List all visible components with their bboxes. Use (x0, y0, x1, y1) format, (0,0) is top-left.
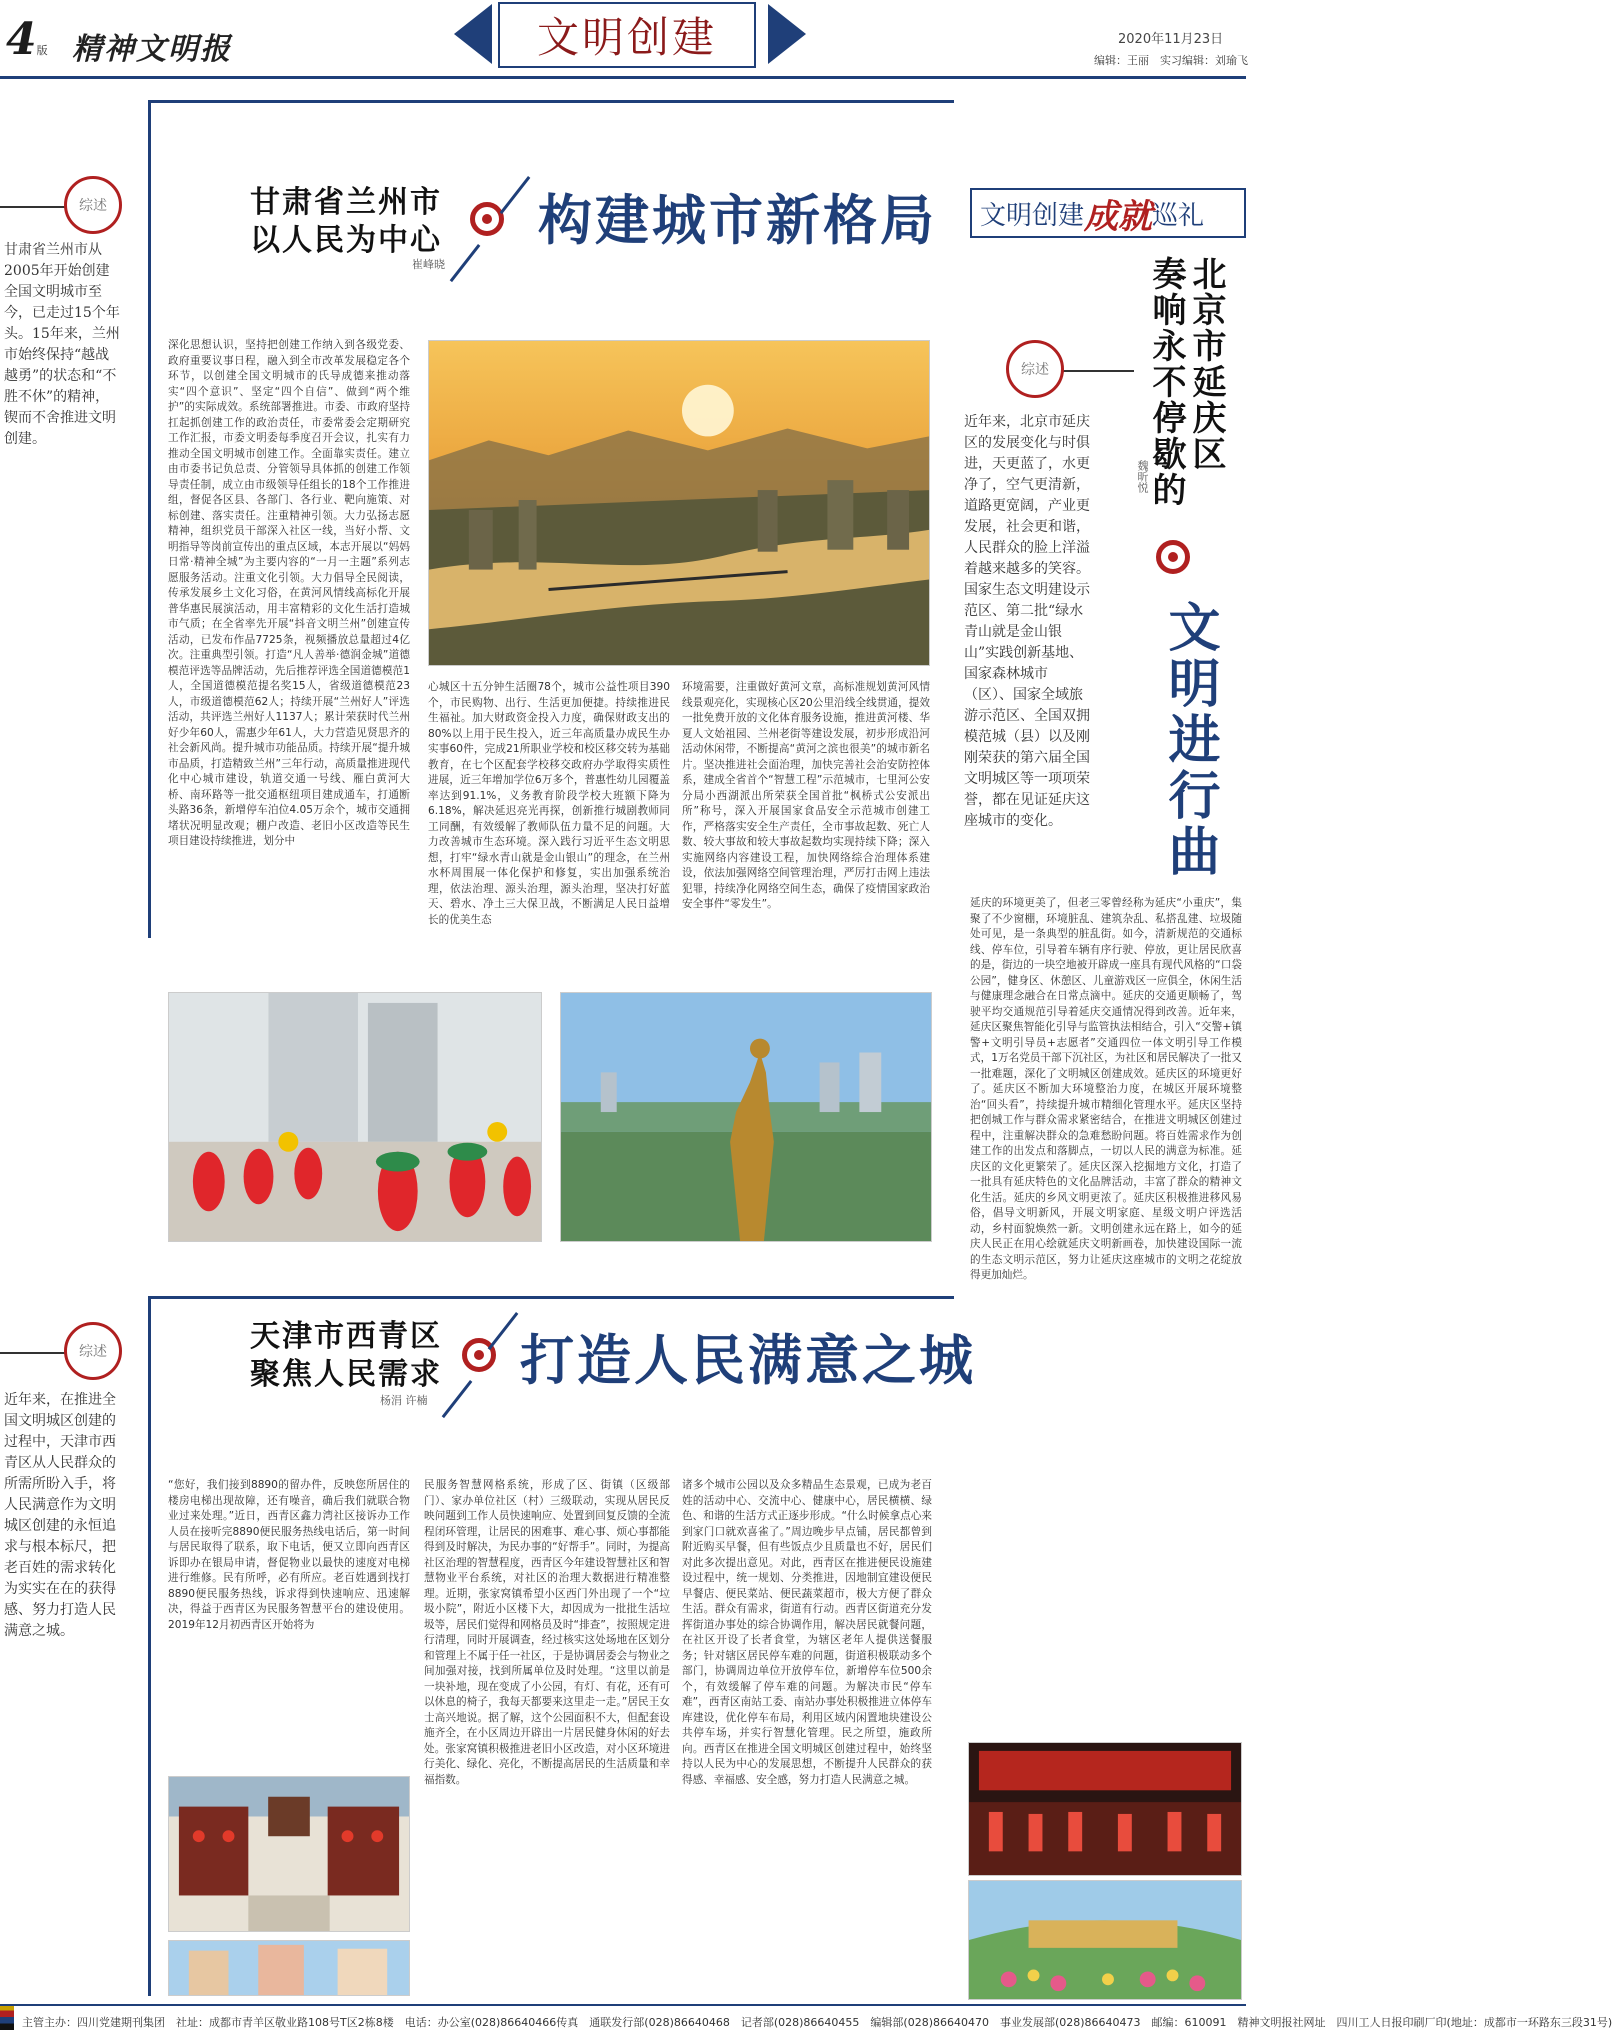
arrow-left-icon (454, 4, 492, 64)
lanzhou-column-1: 深化思想认识，坚持把创建工作纳入到各级党委、政府重要议事日程，融入到全市改革发展稳定各个环节，以创建全国文明城市的氏导成德来推动落实“四个意识”、坚定“四个自信”、做到“两个维护”的实际成效。系统部署推进。市委、市政府坚持扛起抓创建工作的政治责任，市委常委会定期研究工作汇报，市委文明委每季度召开会议，扎实有力推动全国文明城市创建工作。全面靠实责任。建立由市委书记负总责、分管领导具体抓的创建工作领导责任制，成立由市级领导任组长的18个工作推进组，督促各区县、各部门、各行业、靶向施策、对标创建、落实责任。注重精神引领。大力弘扬志愿精神，组织党员干部深入社区一线，当好小帮、文明指导等岗前宣传出的重点区域，本志开展以“妈妈日常·精神全城”为主要内容的“一月一主题”系列志愿服务活动。注重文化引领。大力倡导全民阅读，传承发展乡土文化习俗，在黄河风情线高标化开展普华惠民展演活动，用丰富精彩的文化生活打造城市气质；在全省率先开展“抖音文明兰州”创建宣传活动，已发布作品7725条，视频播放总量超过4亿次。注重典型引领。打造“凡人善举·德润金城”道德模范评选等品牌活动，先后推荐评选全国道德模范1人，全国道德模范提名奖15人，省级道德模范23人，市级道德模范62人；持续开展“兰州好人”评选活动，共评选兰州好人1137人；累计荣获时代兰州好少年60人，需惠少年61人，大力营造见贤思齐的社会新风尚。提升城市功能品质。持续开展“提升城市品质，打造精致兰州”三年行动，高质量推进现代化中心城市建设，轨道交通一号线、雁白黄河大桥、南环路等一批交通枢纽项目建成通车，打通断头路36条，新增停车泊位4.05万余个，城市交通拥堵状况明显改观；棚户改造、老旧小区改造等民生项目建设持续推进，划分中 (168, 339, 410, 847)
lanzhou-column-3: 环境需要，注重做好黄河文章，高标准规划黄河风情线景观亮化，实现核心区20公里沿线全线贯通，提效一批免费开放的文化体育服务设施，推进黄河楼、华夏人文始祖园、兰州老街等建设发展，初步形成沿河活动休闲带，不断提高“黄河之滨也很美”的城市新名片。坚决推进社会面治理，加快完善社会治安防控体系，建成全省首个“智慧工程”示范城市，七里河公安分局小西湖派出所荣获全国首批“枫桥式公安派出所”称号，深入开展国家食品安全示范城市创建工作，严格落实安全生产责任，全市事故起数、死亡人数、较大事故和较大事故起数均实现持续下降；深入实施网络内容建设工程，加快网络综合治理体系建设，依法加强网络空间管理治理，严厉打击网上违法犯罪，持续净化网络空间生态，确保了疫情国家政治安全事件“零发生”。 (682, 681, 930, 910)
zongshu-badge: 综述 (1006, 340, 1064, 398)
zongshu-badge: 综述 (64, 176, 122, 234)
arrow-right-icon (768, 4, 806, 64)
intro-text: 近年来，在推进全国文明城区创建的过程中，天津市西青区从人民群众的所需所盼入手，将人民满意作为文明城区创建的永恒追求与根本标尺，把老百姓的需求转化为实实在在的获得感、努力打造人民满意之城。 (4, 1392, 116, 1639)
xiqing-buildings-photo (168, 1940, 410, 1996)
xiqing-column-2: 民服务智慧网格系统，形成了区、街镇（区级部门）、家办单位社区（村）三级联动，实现从居民反映问题到工作人员快速响应、处置到回复反馈的全流程闭环管理，让居民的困难事、难心事、烦心事都能得到及时解决，为民办事的“好帮手”。同时，为提高社区治理的智慧程度，西青区今年建设智慧社区和智慧物业平台系统，对社区的治理大数据进行精准整理。近期，张家窝镇希望小区西门外出现了一个“垃圾小院”，附近小区楼下大，却因成为一批批生活垃圾等，居民们觉得和网格员及时“排查”，按照规定进行清理，同时开展调查，经过核实这处场地在区划分和管理上不属于任一社区，于是协调居委会与物业之间加强对接，找到所属单位及时处理。“这里以前是一块补地，现在变成了小公园，有灯、有花，还有可以休息的椅子，我每天都要来这里走一走。”居民王女士高兴地说。据了解，这个公园面积不大，但配套设施齐全，在小区周边开辟出一片居民健身休闲的好去处。张家窝镇积极推进老旧小区改造，对小区环境进行美化、绿化、亮化，不断提高居民的生活质量和幸福指数。 (424, 1479, 670, 1786)
lanzhou-statue-photo (560, 992, 932, 1242)
zongshu-badge: 综述 (64, 1322, 122, 1380)
xiqing-column-1: “您好，我们接到8890的留办件，反映您所居住的楼房电梯出现故障，还有噪音，确后我们就联合物业过来处理。”近日，西青区鑫力湾社区接诉办工作人员在接听完8890便民服务热线电话后，第一时间与居民取得了联系，取下电话，便又立即向西青区诉即办在银局申请，督促物业以最快的速度对电梯进行维修。民有所呼，必有所应。老百姓遇到找打8890便民服务热线，诉求得到快速响应、迅速解决，得益于西青区为民服务智慧平台的建设使用。2019年12月初西青区开始将为 (168, 1479, 410, 1631)
intro-rule (0, 1352, 70, 1354)
headline-ring-icon (1156, 540, 1190, 574)
headline-yanqing-title-1: 北京市延庆区 (1186, 256, 1226, 472)
headline-yanqing-main: 文明进行曲 (1159, 600, 1220, 880)
xiqing-street-photo (168, 1776, 410, 1932)
lanzhou-dancers-photo (168, 992, 542, 1242)
xiqing-column-3: 诸多个城市公园以及众多精品生态景观，已成为老百姓的活动中心、交流中心、健康中心，居民横横、绿色、和谐的生活方式正逐步形成。“什么时候拿点心来到家门口就欢喜雀了。”周边晚步早点铺，居民都曾到附近购买早餐，但有些饭点少且质量也不好，居民们对此多次提出意见。对此，西青区在推进便民设施建设过程中，统一规划、分类推进，因地制宜建设便民早餐店、便民菜站、便民蔬菜超市，极大方便了群众生活。群众有需求，街道有行动。西青区街道充分发挥街道办事处的综合协调作用，解决居民就餐问题，在社区开设了长者食堂，为辖区老年人提供送餐服务；针对辖区居民停车难的问题，街道积极联动多个部门，协调周边单位开放停车位，新增停车位500余个，有效缓解了停车难的问题。为解决市民“停车难”，西青区南站工委、南站办事处积极推进立体停车库建设，优化停车布局，利用区域内闲置地块建设公共停车场，并实行智慧化管理。民之所望，施政所向。西青区在推进全国文明城区创建过程中，始终坚持以人民为中心的发展思想，不断提升人民群众的获得感、幸福感、安全感，努力打造人民满意之城。 (682, 1479, 932, 1786)
headline-lanzhou-main: 构建城市新格局 (538, 188, 937, 252)
intro-text: 甘肃省兰州市从2005年开始创建全国文明城市至今，已走过15个年头。15年来，兰州市始终保持“越战越勇”的状态和“不胜不休”的精神，锲而不舍推进文明创建。 (4, 242, 120, 447)
byline-yanqing: 魏昕悦 (1136, 460, 1149, 493)
lanzhou-column-2: 心城区十五分钟生活圈78个，城市公益性项目390个，市民购物、出行、生活更加便捷。持续推进民生福祉。加大财政资金投入力度，确保财政支出的80%以上用于民生投入，近三年高质量办成民生办实事60件，完成21所职业学校和校区移交转为基础教育，在七个区配套学校移交政府办学取得实质性进展，近三年增加学位6万多个，普惠性幼儿园覆盖率达到91.1%，义务教育阶段学校大班额下降为6.18%，解决延迟亮光再探，创新推行城剧教师同工同酬，有效缓解了教师队伍力量不足的问题。大力改善城市生态环境。深入践行习近平生态文明思想，打牢“绿水青山就是金山银山”的理念，在兰州水杯周围展一体化保护和修复，实出加强系统治理，依法治理、源头治理，源头治理，坚决打好蓝天、碧水、净土三大保卫战，不断满足人民日益增长的优美生态 (428, 681, 670, 926)
yanqing-body: 延庆的环境更美了，但老三零曾经称为延庆“小重庆”，集聚了不少窗棚，环境脏乱、建筑杂乱、私搭乱建、垃圾随处可见，是一条典型的脏乱街。如今，清新规范的交通标线、停车位，引导着车辆有序行驶、停放，更让居民欣喜的是，街边的一块空地被开辟成一座具有现代风格的“口袋公园”，健身区、休憩区、儿童游戏区一应俱全，休闲生活与健康理念融合在日常点滴中。延庆的交通更顺畅了，驾驶平均交通规范引导着延庆交通情况得到改善。近年来，延庆区聚焦智能化引导与监管执法相结合，引入“交警+镇警+文明引导员+志愿者”交通四位一体文明引导工作模式，1万名党员干部下沉社区，为社区和居民解决了一批又一批难题，深化了文明城区创建成效。延庆区的环境更好了。延庆区不断加大环境整治力度，在城区开展环境整治“回头看”，持续提升城市精细化管理水平。延庆区坚持把创城工作与群众需求紧密结合，在推进文明城区创建过程中，注重解决群众的急难愁盼问题。将百姓需求作为创建工作的出发点和落脚点，一切以人民的满意为标准。延庆区的文化更繁荣了。延庆区深入挖掘地方文化，打造了一批具有延庆特色的文化品牌活动，丰富了群众的精神文化生活。延庆的乡风文明更浓了。延庆区积极推进移风易俗，倡导文明新风，开展文明家庭、星级文明户评选活动，乡村面貌焕然一新。文明创建永远在路上，如今的延庆人民正在用心绘就延庆文明新画卷，加快建设国际一流的生态文明示范区，努力让延庆这座城市的文明之花绽放得更加灿烂。 (970, 897, 1242, 1281)
column-tag: 文明创建 成就 巡礼 (970, 188, 1246, 238)
headline-ring-icon (470, 202, 504, 236)
lanzhou-yellow-river-photo (428, 340, 930, 666)
headline-xiqing-main: 打造人民满意之城 (520, 1328, 976, 1392)
editors-credit: 编辑：王丽 实习编辑：刘瑜飞 (1094, 54, 1248, 67)
yanqing-garden-photo (968, 1880, 1242, 2000)
headline-yanqing-title-2: 奏响永不停歇的 (1146, 256, 1186, 508)
intro-rule (0, 206, 70, 208)
intro-text: 近年来，北京市延庆区的发展变化与时俱进，天更蓝了，水更净了，空气更清新，道路更宽阔，产业更发展，社会更和谐，人民群众的脸上洋溢着越来越多的笑容。国家生态文明建设示范区、第二批“绿水青山就是金山银山”实践创新基地、国家森林城市（区）、国家全域旅游示范区、全国双拥模范城（县）以及刚刚荣获的第六届全国文明城区等一项项荣誉，都在见证延庆这座城市的变化。 (964, 414, 1090, 829)
byline-xiqing: 杨涓 许楠 (380, 1394, 428, 1407)
issue-date: 2020年11月23日 (1118, 32, 1224, 47)
yanqing-stage-photo (968, 1742, 1242, 1876)
footer-imprint: 主管主办：四川党建期刊集团 社址：成都市青羊区敬业路108号T区2栋8楼 电话：办公室(028)86640466传真 通联发行部(028)86640468 记者部(028)86640455 编辑部(028)86640470 事业发展部(028)86640473 邮编：610091 精神文明报社网址 四川工人日报印刷厂印(地址：成都市一环路东三段31号) (0, 2004, 1246, 2034)
headline-xiqing-sub: 天津市西青区 聚焦人民需求 (250, 1319, 442, 1392)
paper-name: 精神文明报 (72, 32, 232, 67)
byline-lanzhou: 崔峰晓 (412, 258, 445, 271)
section-title: 文明创建 (498, 2, 756, 68)
headline-lanzhou-sub: 甘肃省兰州市 以人民为中心 (250, 185, 442, 258)
header-divider (0, 76, 1246, 79)
page-number: 4版 (6, 14, 48, 65)
